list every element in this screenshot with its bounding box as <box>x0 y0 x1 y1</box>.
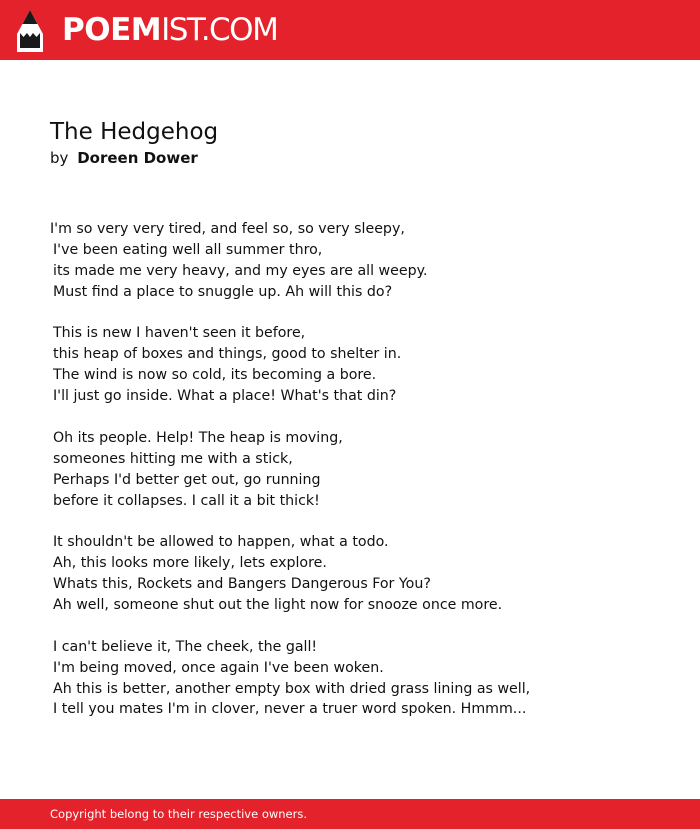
stanza <box>50 532 670 616</box>
logo-text-strong: POEM <box>62 12 162 48</box>
poem-line: Must find a place to snuggle up. Ah will this do? <box>53 283 393 300</box>
site-logo[interactable] <box>62 12 277 48</box>
poem-line: Perhaps I'd better get out, go running <box>53 471 321 488</box>
poem-line: I've been eating well all summer thro, <box>53 241 323 258</box>
by-label: by <box>50 149 69 167</box>
poem-line: Ah well, someone shut out the light now for snooze once more. <box>53 596 503 613</box>
stanza <box>50 637 670 721</box>
stanza <box>50 428 670 512</box>
poem-line: I'm being moved, once again I've been woken. <box>53 659 384 676</box>
poem-line: Ah this is better, another empty box with dried grass lining as well, <box>53 680 531 697</box>
pencil-icon <box>17 10 43 52</box>
poem-line: Ah, this looks more likely, lets explore. <box>53 555 327 572</box>
copyright-notice: Copyright belong to their respective owners. <box>50 807 308 821</box>
poem-body <box>50 219 670 741</box>
stanza <box>50 323 670 407</box>
logo-text-light: IST.COM <box>161 12 278 48</box>
author-name: Doreen Dower <box>77 149 198 167</box>
poem-line: I'll just go inside. What a place! What's that din? <box>53 388 397 405</box>
stanza <box>50 219 670 303</box>
poem-line: I'm so very very tired, and feel so, so very sleepy, <box>50 221 405 237</box>
poem-line: this heap of boxes and things, good to shelter in. <box>53 346 402 363</box>
poem-line: its made me very heavy, and my eyes are all weepy. <box>53 262 428 279</box>
poem-line: someones hitting me with a stick, <box>53 450 293 467</box>
poem-line: I tell you mates I'm in clover, never a truer word spoken. Hmmm... <box>53 701 527 718</box>
poem-byline <box>50 148 198 168</box>
poem-line: This is new I haven't seen it before, <box>53 325 306 342</box>
site-footer <box>0 799 700 829</box>
site-header <box>0 0 700 60</box>
poem-line: Oh its people. Help! The heap is moving, <box>53 429 343 446</box>
poem-line: I can't believe it, The cheek, the gall! <box>53 638 318 655</box>
poem-line: Whats this, Rockets and Bangers Dangerous For You? <box>53 576 431 593</box>
poem-title: The Hedgehog <box>50 119 219 145</box>
poem-line: The wind is now so cold, its becoming a bore. <box>53 367 377 384</box>
poem-line: before it collapses. I call it a bit thick! <box>53 492 320 509</box>
poem-line: It shouldn't be allowed to happen, what a todo. <box>53 534 389 551</box>
